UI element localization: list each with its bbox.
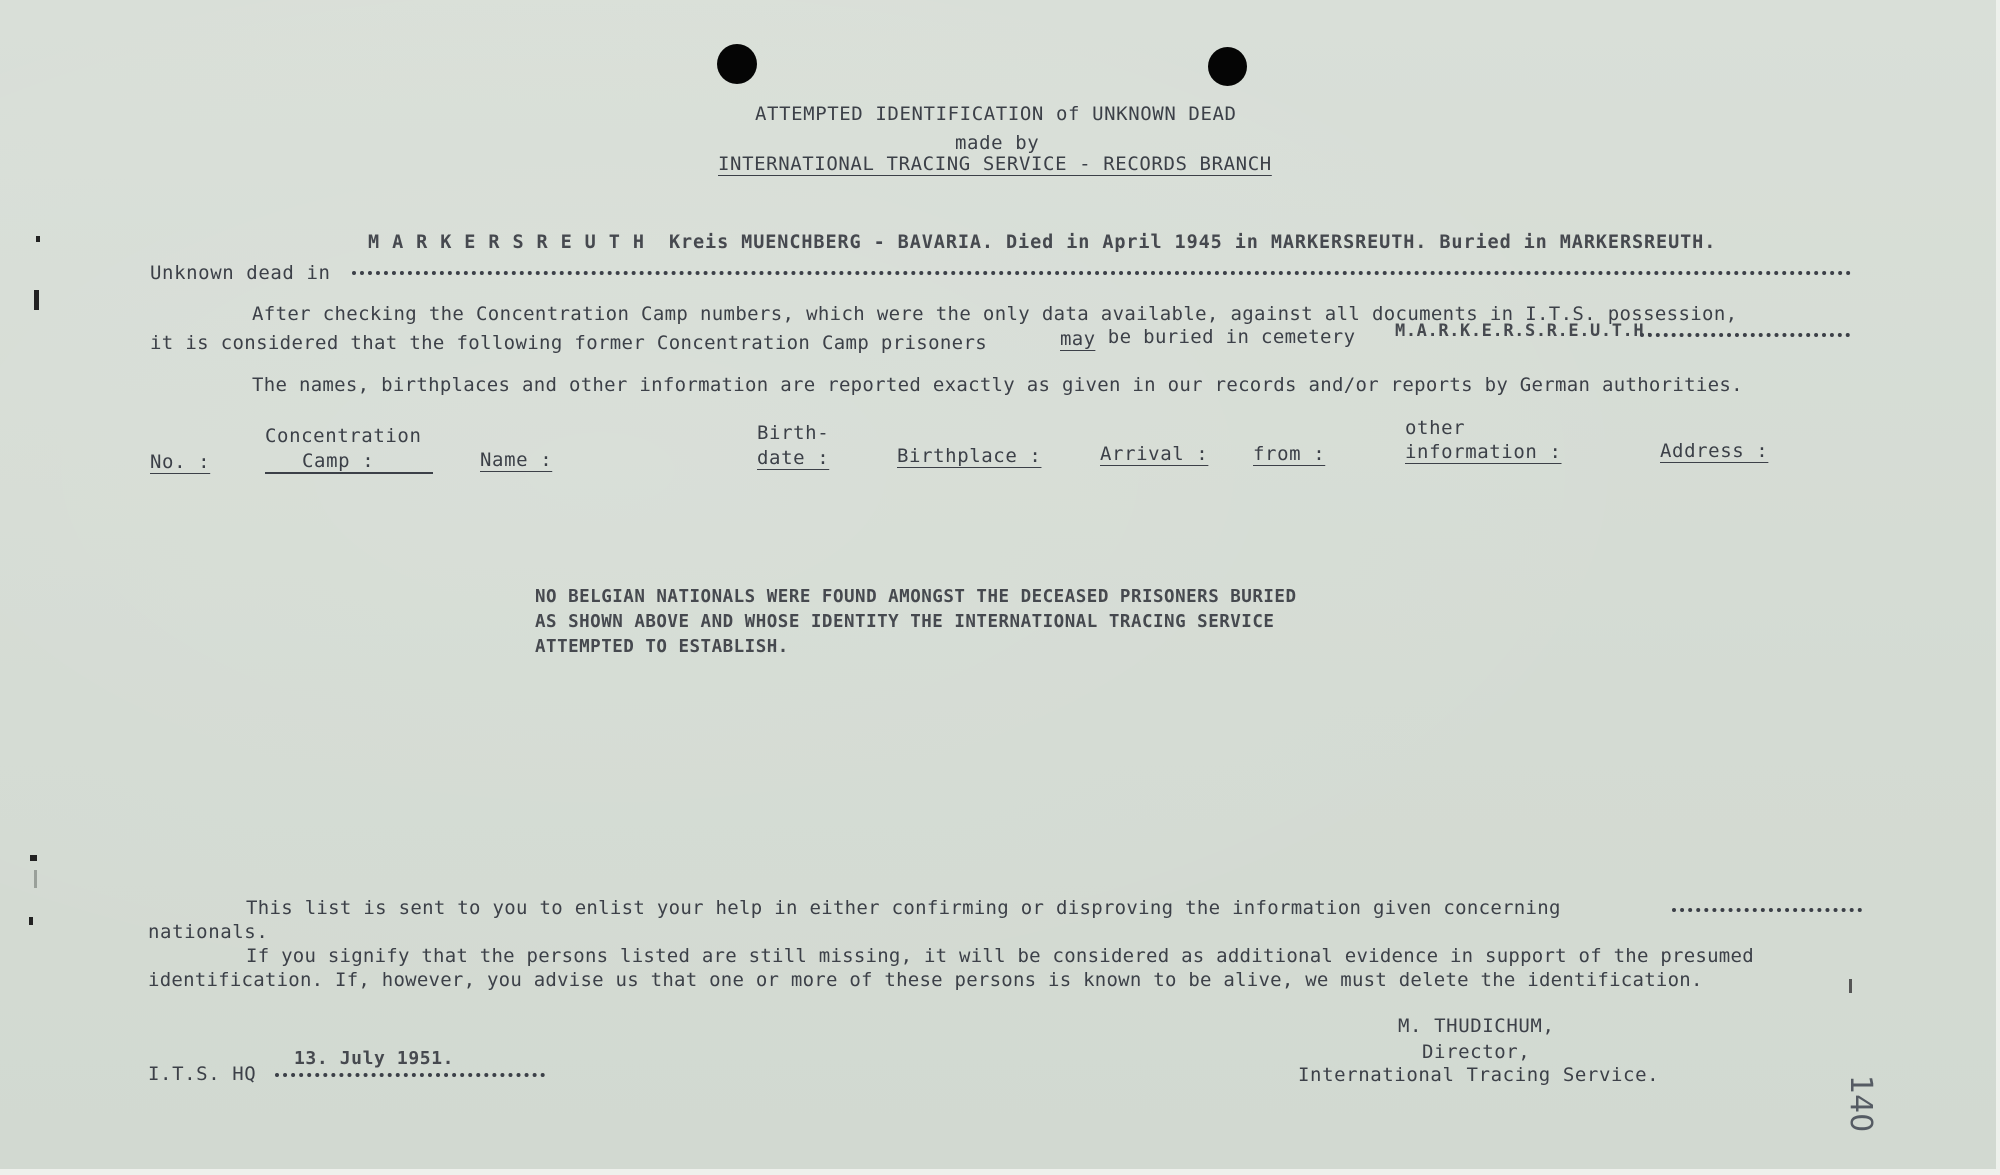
footer-line-1: This list is sent to you to enlist your help in either confirming or disproving the information given concerning bbox=[246, 897, 1561, 919]
intro-line-3: The names, birthplaces and other information are reported exactly as given in our records and/or reports by German authorities. bbox=[252, 374, 1743, 396]
page-edge bbox=[0, 1169, 2000, 1175]
nationality-dotted-line bbox=[1672, 908, 1862, 912]
column-other-top: other bbox=[1405, 417, 1466, 439]
location-value: M A R K E R S R E U T H Kreis MUENCHBERG - BAVARIA. Died in April 1945 in MARKERSREUTH. Buried in MARKERSREUTH. bbox=[368, 232, 1717, 253]
punch-hole-left bbox=[717, 44, 757, 84]
column-name: Name : bbox=[480, 449, 553, 471]
column-from: from : bbox=[1253, 443, 1326, 465]
margin-mark bbox=[1849, 979, 1852, 993]
header-title: ATTEMPTED IDENTIFICATION of UNKNOWN DEAD bbox=[755, 103, 1237, 125]
place-label: I.T.S. HQ bbox=[148, 1063, 257, 1085]
signature-name: M. THUDICHUM, bbox=[1398, 1015, 1555, 1037]
intro-line-2-suffix: be buried in cemetery bbox=[1096, 326, 1368, 348]
footer-line-2: nationals. bbox=[148, 921, 269, 943]
signature-organization: International Tracing Service. bbox=[1298, 1064, 1660, 1086]
intro-may: may bbox=[1060, 328, 1096, 350]
column-camp-rule bbox=[265, 472, 433, 474]
column-arrival: Arrival : bbox=[1100, 443, 1209, 465]
footer-line-4: identification. If, however, you advise us that one or more of these persons is known to be alive, we must delete the identification. bbox=[148, 969, 1703, 991]
margin-mark bbox=[34, 290, 39, 310]
column-birthplace: Birthplace : bbox=[897, 445, 1042, 467]
page-number: 140 bbox=[1843, 1075, 1878, 1133]
notice-line-2: AS SHOWN ABOVE AND WHOSE IDENTITY THE INTERNATIONAL TRACING SERVICE bbox=[535, 612, 1275, 632]
column-other-bottom: information : bbox=[1405, 441, 1562, 463]
column-no: No. : bbox=[150, 451, 211, 473]
location-dotted-line bbox=[352, 271, 1852, 275]
date-dotted-line bbox=[275, 1073, 545, 1077]
column-camp-bottom: Camp : bbox=[302, 450, 375, 472]
header-made-by: made by bbox=[955, 132, 1040, 154]
column-address: Address : bbox=[1660, 440, 1769, 462]
column-camp-top: Concentration bbox=[265, 425, 422, 447]
cemetery-name: M.A.R.K.E.R.S.R.E.U.T.H. bbox=[1395, 321, 1656, 341]
signature-title: Director, bbox=[1422, 1041, 1531, 1063]
intro-line-2-prefix: it is considered that the following former Concentration Camp prisoners bbox=[150, 332, 999, 354]
column-birthdate-bottom: date : bbox=[757, 447, 830, 469]
column-birthdate-top: Birth- bbox=[757, 422, 830, 444]
date-value: 13. July 1951. bbox=[294, 1048, 455, 1069]
notice-line-3: ATTEMPTED TO ESTABLISH. bbox=[535, 637, 789, 657]
location-label: Unknown dead in bbox=[150, 262, 331, 284]
notice-line-1: NO BELGIAN NATIONALS WERE FOUND AMONGST THE DECEASED PRISONERS BURIED bbox=[535, 587, 1297, 607]
margin-mark bbox=[29, 917, 33, 925]
punch-hole-right bbox=[1208, 47, 1247, 86]
margin-mark bbox=[34, 870, 37, 888]
margin-mark bbox=[30, 855, 37, 861]
footer-line-3: If you signify that the persons listed are still missing, it will be considered as additional evidence in support of the presumed bbox=[246, 945, 1754, 967]
margin-mark bbox=[36, 236, 40, 242]
header-organization: INTERNATIONAL TRACING SERVICE - RECORDS BRANCH bbox=[718, 153, 1272, 175]
cemetery-dotted-line bbox=[1640, 333, 1850, 337]
intro-line-1: After checking the Concentration Camp numbers, which were the only data available, against all documents in I.T.S. possession, bbox=[252, 303, 1738, 325]
page-edge bbox=[1996, 0, 2000, 1175]
